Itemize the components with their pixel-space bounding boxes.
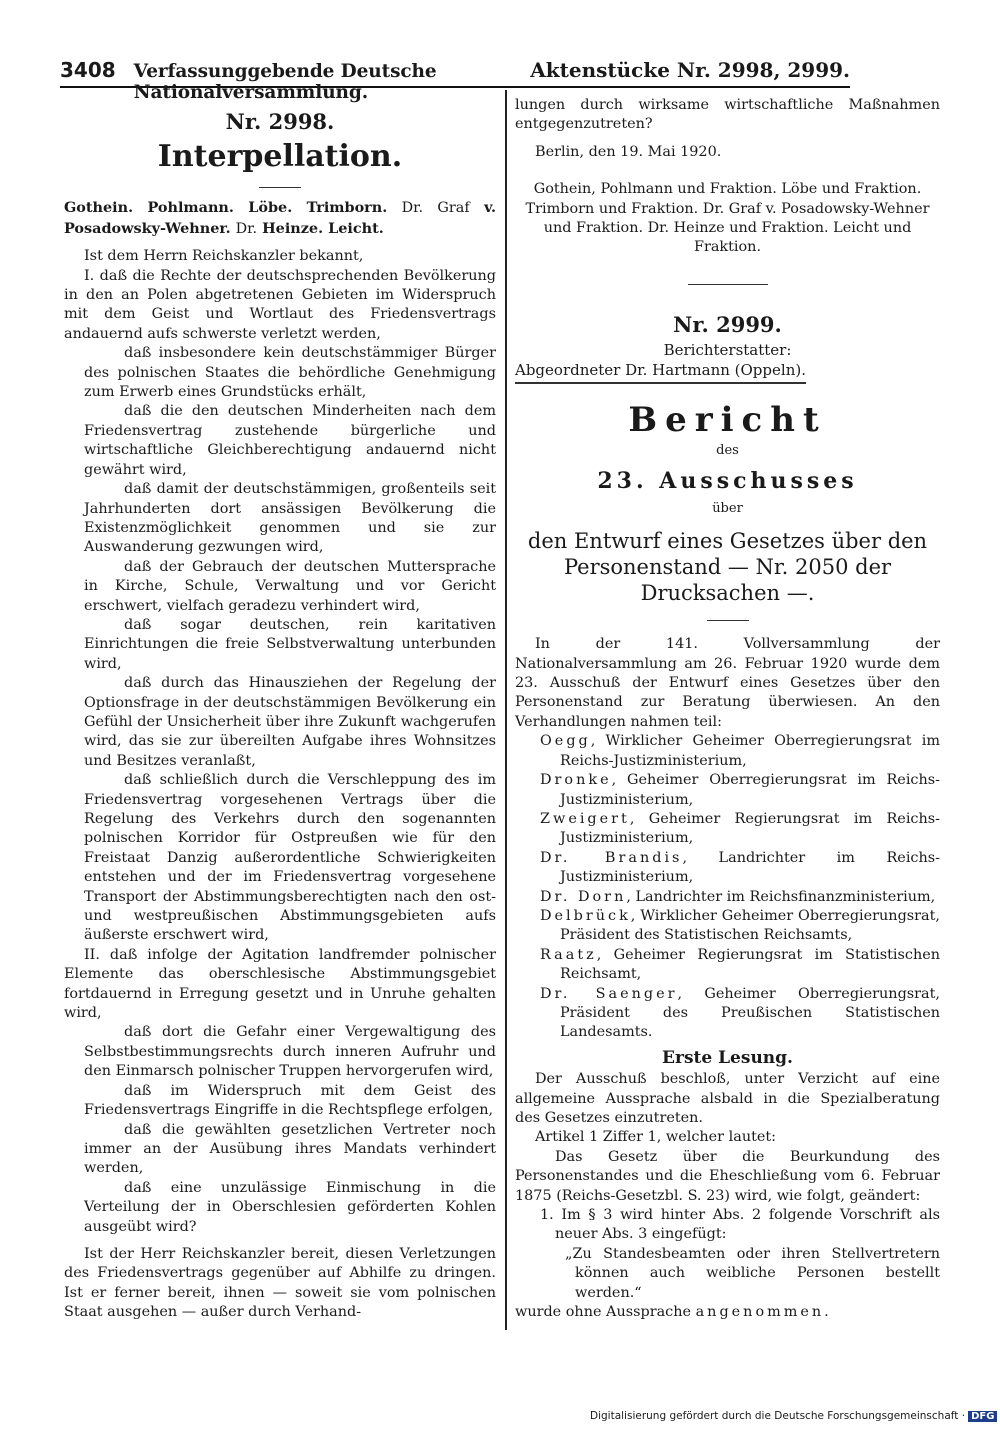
member-name: Dr. Dorn (540, 888, 627, 905)
list-item: daß die den deutschen Minderheiten nach dem Friedensvertrag zustehende bürgerliche und wirtschaftliche Gleichberechtigung andauernd nicht gewährt wird, (84, 403, 496, 478)
list-item: daß sogar deutschen, rein karitativen Einrichtungen die freie Selbstverwaltung unterbunden wird, (84, 616, 496, 672)
closing-paragraph: Ist der Herr Reichskanzler bereit, diesen Verletzungen des Friedensvertrags gegenüber auf Abhilfe zu dringen. Ist er ferner bereit, ihnen — soweit sie vom polnischen Staat ausgehen — außer durch Verhand- (64, 1245, 496, 1321)
signers-heinze: Heinze. (262, 219, 324, 237)
member-desc: , Geheimer Regierungsrat im Statistischen Reichsamt, (560, 946, 940, 983)
running-title: Verfassunggebende Deutsche Nationalversammlung. (133, 61, 437, 103)
decision-text: Der Ausschuß beschloß, unter Verzicht auf eine allgemeine Aussprache alsbald in die Spezialberatung des Gesetzes einzutreten. (515, 1071, 940, 1126)
result-prefix: wurde ohne Aussprache (515, 1304, 692, 1321)
list-item: daß insbesondere kein deutschstämmiger Bürger des polnischen Staates die behördliche Genehmigung zum Erwerb eines Grundstücks erhält, (84, 345, 496, 401)
report-title: Bericht (628, 400, 827, 441)
interpellation-intro: Ist dem Herrn Reichskanzler bekannt, (84, 248, 364, 265)
member-desc: , Geheimer Oberregierungsrat, Präsident des Preußischen Statistischen Landesamts. (560, 985, 940, 1041)
article-line: Artikel 1 Ziffer 1, welcher lautet: (535, 1129, 777, 1146)
member-item (515, 888, 940, 907)
member-desc: , Wirklicher Geheimer Oberregierungsrat im Reichs-Justizministerium, (560, 733, 940, 769)
page-header (60, 58, 850, 103)
signers (64, 198, 496, 239)
member-item (515, 810, 940, 849)
member-name: Delbrück (540, 907, 631, 924)
digitization-footer (590, 1410, 995, 1422)
law-text: Das Gesetz über die Beurkundung des Personenstandes und die Eheschließung vom 6. Februar 1875 (Reichs-Gesetzbl. S. 23) wird, wie folgt, geändert: (515, 1148, 940, 1204)
signers-posadowsky: v. Posadowsky-Wehner. (64, 199, 497, 237)
list-item: daß die gewählten gesetzlichen Vertreter noch immer an der Ausübung ihres Mandats verhindert werden, (84, 1121, 496, 1177)
member-desc: , Landrichter im Reichs-Justizministerium, (560, 849, 940, 886)
reporter-line (515, 360, 940, 384)
list-item: daß durch das Hinausziehen der Regelung der Optionsfrage in der deutschstämmigen Bevölkerung ein Gefühl der Unsicherheit über ihre Zukunft wachgerufen wird, das sie zur übereilten Aufgabe ihres Wohnsitzes und Besitzes veranlaßt, (84, 675, 496, 769)
subject-rule (707, 620, 749, 621)
list-item: I. daß die Rechte der deutschsprechenden Bevölkerung in den an Polen abgetretenen Gebieten im Widerspruch mit dem Geist und Wortlaut des Friedensvertrags andauernd aufs schwerste verletzt werden, (64, 267, 496, 342)
reporter-label: Berichterstatter: (663, 341, 792, 360)
signers-dr1: Dr. (401, 200, 424, 217)
left-column (64, 96, 496, 1323)
heading-rule (259, 187, 301, 188)
member-desc: , Geheimer Oberregierungsrat im Reichs-Justizministerium, (560, 772, 940, 808)
dfg-logo: DFG (968, 1411, 997, 1422)
member-name: Dr. Brandis (540, 849, 683, 866)
list-item: daß dort die Gefahr einer Vergewaltigung des Selbstbestimmungsrechts durch inneren Aufruhr und den Einmarsch polnischer Truppen hervorgerufen wird, (84, 1024, 496, 1080)
list-item: daß im Widerspruch mit dem Geist des Friedensvertrags Eingriffe in die Rechtspflege erfolgen, (84, 1082, 496, 1119)
list-item: daß eine unzulässige Einmischung in die Verteilung der in Oberschlesien geförderten Kohlen ausgeübt wird? (84, 1179, 496, 1235)
result-line (515, 1303, 940, 1322)
document-reference: Aktenstücke Nr. 2998, 2999. (530, 58, 850, 82)
report-subject: den Entwurf eines Gesetzes über den Personenstand — Nr. 2050 der Drucksachen —. (527, 529, 928, 606)
point-one: 1. Im § 3 wird hinter Abs. 2 folgende Vorschrift als neuer Abs. 3 eingefügt: (540, 1207, 940, 1243)
member-item (515, 985, 940, 1043)
report-des: des (716, 443, 739, 459)
member-item (515, 907, 940, 946)
signers-leicht: Leicht. (328, 219, 384, 237)
member-name: Dronke (540, 772, 612, 789)
list-item: daß schließlich durch die Verschleppung des im Friedensvertrag vorgesehenen Vertrags über die Regelung des Verkehrs durch den sogenannten polnischen Korridor für Ostpreußen wie für den Freistaat Danzig außerordentliche Schwierigkeiten entstehen und der im Friedensvertrag vorgesehene Transport der Abstimmungsberechtigten nach den ost- und westpreußischen Abstimmungsgebieten aufs äußerste erschwert wird, (84, 772, 496, 944)
report-ueber: über (712, 501, 743, 517)
list-item: daß damit der deutschstämmigen, großenteils seit Jahrhunderten dort ansässigen Bevölkerung die Existenzmöglichkeit genommen und sie zur Auswanderung gezwungen wird, (84, 481, 496, 556)
committee-title: 23. Ausschusses (597, 468, 858, 495)
member-name: Zweigert (540, 810, 630, 827)
date-line: Berlin, den 19. Mai 1920. (535, 143, 722, 160)
member-item (515, 771, 940, 810)
first-reading-heading: Erste Lesung. (662, 1047, 793, 1068)
quoted-provision: „Zu Standesbeamten oder ihren Stellvertretern können auch weibliche Personen bestellt werden.“ (565, 1245, 940, 1301)
member-item (515, 849, 940, 888)
column-divider (505, 90, 507, 1330)
member-item (515, 946, 940, 985)
document-number-2999: Nr. 2999. (673, 311, 782, 337)
document-number: Nr. 2998. (225, 109, 335, 134)
member-desc: , Landrichter im Reichsfinanzministerium, (626, 888, 936, 905)
continuation-text: lungen durch wirksame wirtschaftliche Maßnahmen entgegenzutreten? (515, 97, 940, 133)
signoff: Gothein, Pohlmann und Fraktion. Löbe und Fraktion. Trimborn und Fraktion. Dr. Graf v. Posadowsky-Wehner und Fraktion. Dr. Heinze und Fraktion. Leicht und Fraktion. (525, 181, 930, 256)
member-desc: , Geheimer Regierungsrat im Reichs-Justizministerium, (560, 810, 940, 847)
page-number: 3408 (60, 58, 116, 82)
member-name: Dr. Saenger (540, 985, 678, 1002)
report-intro: In der 141. Vollversammlung der Nationalversammlung am 26. Februar 1920 wurde dem 23. Ausschuß der Entwurf eines Gesetzes über den Personenstand zur Beratung überwiesen. An den Verhandlungen nahmen teil: (515, 636, 940, 730)
right-column (515, 96, 940, 1322)
list-item: II. daß infolge der Agitation landfremder polnischer Elemente das oberschlesische Abstimmungsgebiet fortdauernd in Erregung gesetzt und in Unruhe gehalten wird, (64, 946, 496, 1022)
signers-dr2: Dr. (235, 220, 258, 237)
list-item: daß der Gebrauch der deutschen Muttersprache in Kirche, Schule, Verwaltung und vor Gericht erschwert, vielfach geradezu verhindert wird, (84, 558, 496, 614)
signers-graf: Graf (437, 200, 470, 217)
document-heading: Interpellation. (157, 139, 403, 175)
result-word: angenommen. (695, 1304, 832, 1321)
section-rule (688, 284, 768, 285)
reporter-name: Abgeordneter Dr. Hartmann (Oppeln). (515, 360, 806, 384)
member-item (515, 732, 940, 771)
member-desc: , Wirklicher Geheimer Oberregierungsrat, Präsident des Statistischen Reichsamts, (560, 907, 940, 944)
member-name: Oegg (540, 733, 591, 750)
footer-text: Digitalisierung gefördert durch die Deutsche Forschungsgemeinschaft · (590, 1410, 966, 1422)
member-name: Raatz (540, 946, 597, 963)
signers-line1: Gothein. Pohlmann. Löbe. Trimborn. (64, 199, 388, 217)
